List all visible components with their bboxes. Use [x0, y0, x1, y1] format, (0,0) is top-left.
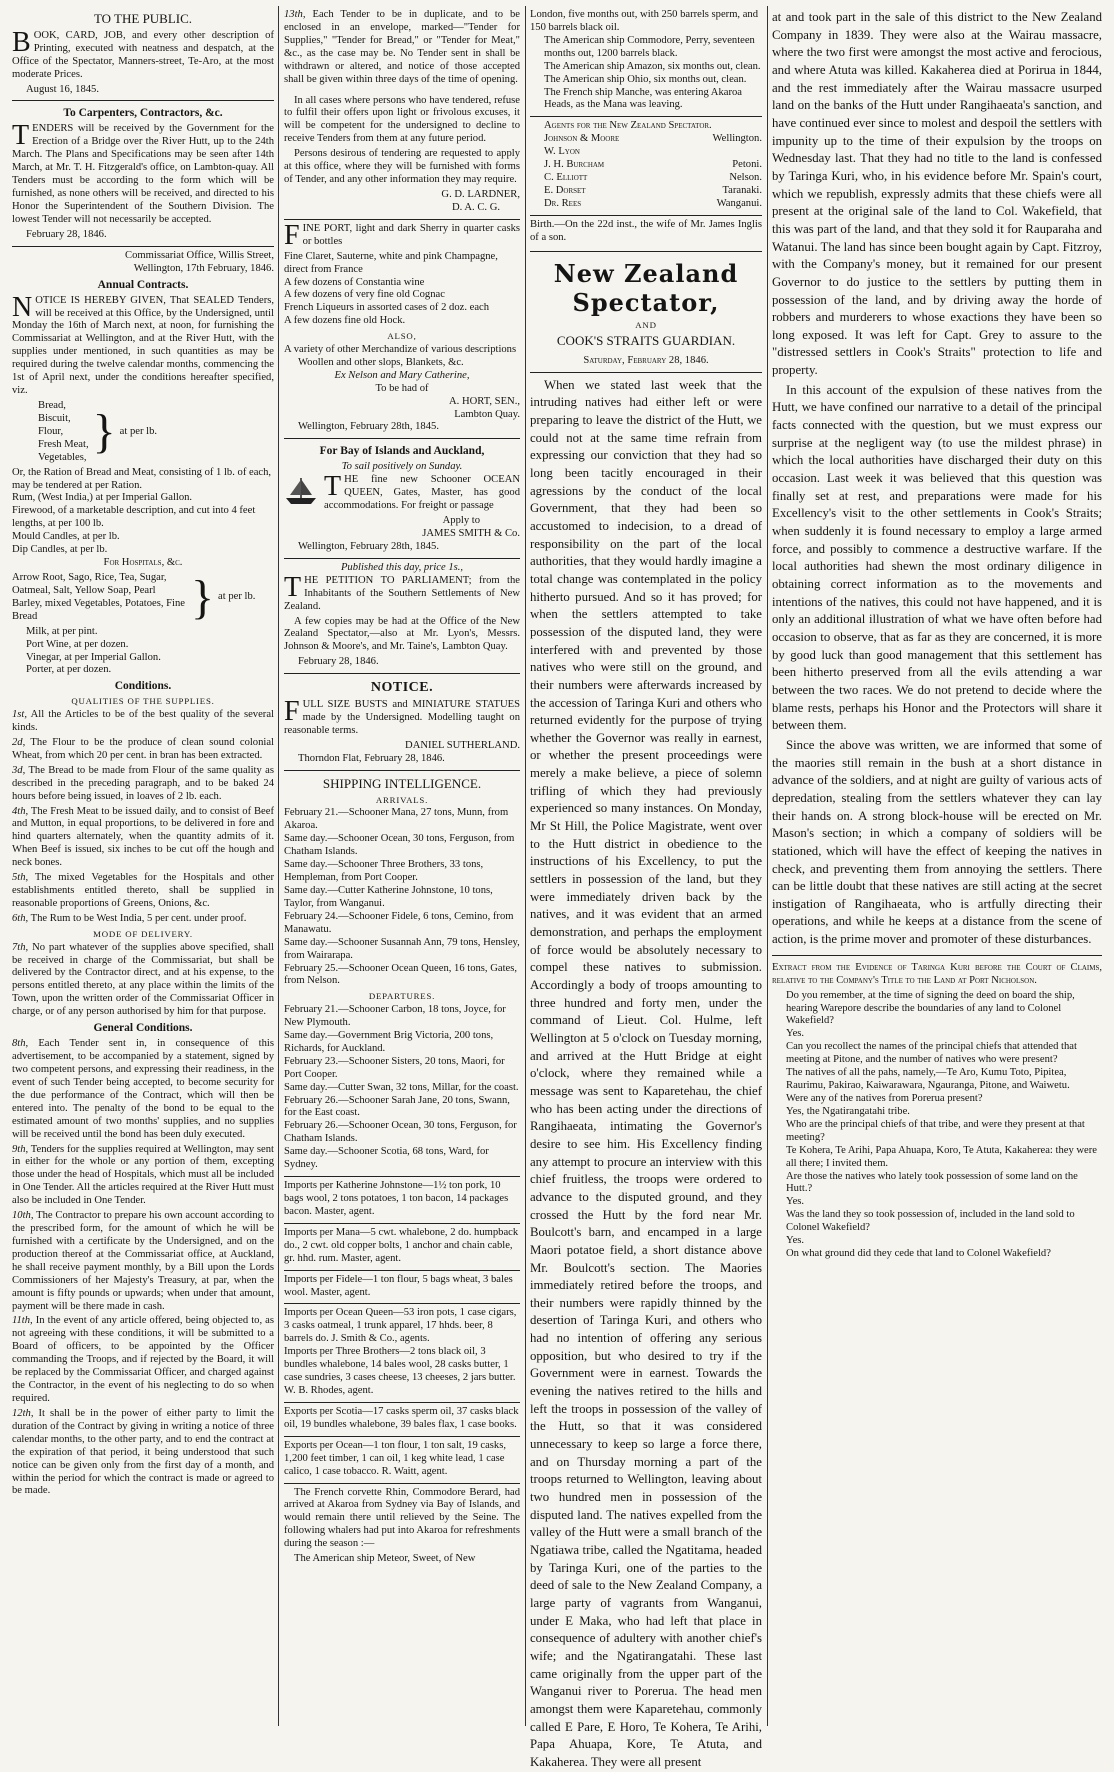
petition-text-2: A few copies may be had at the Office of the New Zealand Spectator,—also at Mr. Lyon's, Messrs. Johnson & Moore's, and Mr. Taine's, Lambton Quay. [284, 615, 520, 653]
supply-line: Mould Candles, at per lb. [12, 531, 120, 543]
dropcap: F [284, 219, 300, 251]
qa-line: Who are the principal chiefs of that tribe, and were they present at that meeting? [786, 1118, 1085, 1143]
agent-row: W. Lyon [544, 146, 580, 158]
arrival-item: February 25.—Schooner Ocean Queen, 16 tons, Gates, from Nelson. [284, 962, 518, 987]
import-item: Imports per Mana—5 cwt. whalebone, 2 do. humpback do., 2 cwt. old copper bolts, 1 anchor and chain cable, gr. hhd. rum. Master, agent. [284, 1224, 520, 1271]
wine-text: INE PORT, light and dark Sherry in quarter casks or bottles [302, 222, 520, 247]
wine-advert [284, 220, 520, 440]
commissariat-office: Commissariat Office, Willis Street, [125, 249, 274, 261]
arrival-item: Same day.—Cutter Katherine Johnstone, 10 tons, Taylor, from Wanganui. [284, 885, 493, 909]
condition-item: 11th, In the event of any article offered, being objected to, as not agreeing with these conditions, it will be submitted to a Board of officers, to be appointed by the Officer commanding the Troops, and if rejected by the Board, it will be replaced by the Commissariat Officer, and charged against the Contractor, in the event of his neglecting to do so when required. [12, 1315, 274, 1405]
ration-item: Biscuit, [38, 412, 71, 424]
rations-list [12, 400, 89, 465]
tender-signature: G. D. LARDNER, [441, 188, 520, 200]
condition-item: 1st, All the Articles to be of the best quality of the several kinds. [12, 709, 274, 734]
wine-also: ALSO, [387, 331, 417, 342]
brace: } [92, 405, 116, 459]
import-item: Imports per Fidele—1 ton flour, 5 bags wheat, 3 bales wool. Master, agent. [284, 1271, 520, 1305]
masthead [530, 252, 762, 373]
qa-line: Do you remember, at the time of signing the deed on board the ship, hearing Warepore describe the boundaries of any land to Colonel Wakefield? [786, 989, 1075, 1027]
general-heading: General Conditions. [93, 1022, 193, 1035]
agent-row: Dr. Rees Wanganui. [544, 197, 762, 209]
quality-heading: QUALITIES OF THE SUPPLIES. [71, 696, 215, 707]
qa-line: The natives of all the pahs, namely,—Te Aro, Kumu Toto, Pipitea, Raurimu, Pakirao, Kaiwarawara, Ngauranga, Pitone, and Waiwetu. [786, 1067, 1070, 1092]
shipping-intelligence [284, 771, 520, 1177]
tender-signature-title: D. A. C. G. [452, 201, 500, 213]
ration-item: Bread, [38, 400, 66, 412]
corvette-text: The French corvette Rhin, Commodore Berard, had arrived at Akaroa from Sydney via Bay of Islands, and would remain there until relieved by the Seine. The following whalers had put into Akaroa for refreshments during the season :— [284, 1486, 520, 1550]
ration-item: Fresh Meat, [38, 438, 89, 450]
qa-line: Are those the natives who lately took possession of some land on the Hutt.? [786, 1170, 1078, 1195]
meteor-text: The American ship Meteor, Sweet, of New [294, 1553, 476, 1565]
whaler-item: The American ship Ohio, six months out, clean. [544, 73, 747, 85]
departure-item: February 26.—Schooner Ocean, 30 tons, Ferguson, for Chatham Islands. [284, 1120, 517, 1145]
hospital-line: Vinegar, at per Imperial Gallon. [26, 651, 161, 663]
dropcap: N [12, 291, 33, 323]
condition-item: 3d, The Bread to be made from Flour of the same quality as described in the preceding paragraph, and to be baked 24 hours before being issued, in loaves of 2 lb. each. [12, 764, 274, 802]
wine-line: French Liqueurs in assorted cases of 2 doz. each [284, 302, 490, 314]
tender-note: In all cases where persons who have tendered, refuse to fulfil their offers upon light or frivolous excuses, it will be competent for the undersigned to decline to receive Tenders from them at any future period. [284, 94, 520, 145]
tender-note: Persons desirous of tendering are requested to apply at this office, where they will be furnished with forms of Tender, and any other information they may require. [284, 148, 520, 186]
corvette-news [284, 1484, 520, 1573]
rations-unit: at per lb. [119, 425, 158, 437]
article-paragraph: Since the above was written, we are informed that some of the maories still remain in the bush at a short distance in advance of the soldiers, and at night are guilty of various acts of depredation, stealing from the settlers whatever they can lay their hands on. A strong block-house will be erected on Mr. Mason's section; in which a company of soldiers will be stationed, which will have the effect of keeping the natives in check, and preventing them from annoying the settlers. There can be little doubt that these natives are still acting at the secret instigation of Rangihaeata, who is artfully directing their operations, and while he keeps at a distance from the scene of action, is the prime mover and promoter of these disturbances. [772, 737, 1102, 947]
whaler-item: The American ship Commodore, Perry, seventeen months out, 1200 barrels black. [544, 34, 755, 59]
whaler-item: The French ship Manche, was entering Akaroa Heads, as the Mana was leaving. [544, 86, 742, 111]
evidence-extract [772, 956, 1102, 1261]
arrival-item: Same day.—Schooner Susannah Ann, 79 tons, Hensley, from Wairarapa. [284, 936, 520, 961]
wine-had: To be had of [375, 382, 429, 394]
masthead-title: New Zealand Spectator, [553, 258, 739, 317]
qa-line: Was the land they so took possession of, included in the land sold to Colonel Wakefield? [786, 1209, 1075, 1234]
supply-line: Or, the Ration of Bread and Meat, consisting of 1 lb. of each, may be tendered at per Ration. [12, 466, 272, 491]
hospital-line: Milk, at per pint. [26, 625, 98, 637]
notice-signature: DANIEL SUTHERLAND. [405, 740, 520, 752]
export-item: Exports per Scotia—17 casks sperm oil, 37 casks black oil, 19 bundles whalebone, 39 bales flax, 1 case books. [284, 1403, 520, 1437]
dropcap: B [12, 26, 31, 58]
column-2 [284, 6, 520, 1726]
notice-text: ULL SIZE BUSTS and MINIATURE STATUES made by the Undersigned. Modelling taught on reasonable terms. [284, 699, 520, 737]
commissariat-heading: Annual Contracts. [97, 278, 189, 291]
wine-date: Wellington, February 28th, 1845. [298, 421, 439, 433]
petition-date: February 28, 1846. [298, 656, 379, 668]
condition-item: 9th, Tenders for the supplies required at Wellington, may sent in either for the whole or any portion of them, excepting those under the head of Hospitals, which must all be included in One Tender. All the articles required at the River Hutt must also be included in One Tender. [12, 1143, 274, 1207]
petition-text: HE PETITION TO PARLIAMENT; from the Inhabitants of the Southern Settlements of New Zealand. [284, 574, 520, 612]
bay-text: HE fine new Schooner OCEAN QUEEN, Gates, Master, has good accommodations. For freight or passage [324, 474, 520, 512]
article-paragraph: When we stated last week that the intruding natives had either left or were preparing to leave the district of the Hutt, we could not at the same time refrain from expressing our conviction that they had so long been tacitly encouraged in their agressions by the conduct of the local Government, that they had been so accustomed to indecision, to a dread of responsibility on the part of the local authorities, that they would hardly imagine a total change was contemplated in the policy hitherto pursued. And so it has proved; for when the settlers attempted to take possession of the disputed land, they were interfered with and prevented by those natives who were still on the ground, and their numbers were afterwards increased by the accession of Taringa Kuri and others who returned evidently for the purpose of trying whether the Governor was really in earnest, or whether the present proceedings were merely a make believe, a piece of solemn trifling of which they had previously experienced so many instances. On Monday, Mr St Hill, the Police Magistrate, went over to the Hutt district in obedience to the instructions of his Excellency, to put the settlers in possession of the land, but they were immediately driven back by the natives, and it was evident that an armed demonstration, and perhaps the employment of force would be absolutely necessary to compel these natives to submission. Accordingly a body of troops amounting to three hundred and forty men, under the command of Lieut. Col. Hulme, left Wellington at 5 o'clock on Tuesday morning, and arrived at the Hutt Bridge at eight o'clock, where they remained while a message was sent to Kaparetehau, the chief who has been acting under the directions of Rangihaeata, intimating the Governor's desire to see him. His Excellency finding any attempt to procure an interview with this chief fruitless, the troops were ordered to advance to the disputed ground, and they crossed the Hutt by the ford near Mr. Boulcott's barn, and encamped in a large Maori potatoe field, a short distance above Mr. Boulcott's section. The Maories immediately retired before the troops, and their numbers were rapidly thinned by the desertion of Taringa Kuri, and others who had no intention of offering any serious opposition, but who desired to try if the Government were in earnest. Towards the evening the natives retired to the hills and left the troops in possession of the valley of the Hutt, so that it was considered unnecessary to keep so large a force there, and on Thursday morning a part of the troops returned to Wellington, leaving about two hundred men in possession of the disputed land. The natives expelled from the valley of the Hutt were a small branch of the Ngatiawa tribe, called the Ngatitama, headed by Taringa Kuri, one of the parties to the deed of sale to the New Zealand Company, a large party of vagrants from Wanganui, under E Maka, who had left that place in consequence of adultery with another chief's wife; and the Ngatirangatahi. These last came originally from the upper part of the Wanganui river to Porerua. The head men amongst them were Kaparetehau, commonly called E Pare, E Horo, Te Kohera, Te Arihi, Papa Ahuapa, Kore, Te Atuta, and Kakaherea. They were all present [530, 377, 762, 1769]
qa-line: Te Kohera, Te Arihi, Papa Ahuapa, Koro, Te Atuta, Kakaherea: they were all there; I invited them. [786, 1144, 1097, 1169]
leader-article-continued [772, 6, 1102, 956]
supply-line: Rum, (West India,) at per Imperial Gallon. [12, 492, 193, 504]
qa-line: Yes. [786, 1235, 805, 1247]
arrivals-label: ARRIVALS. [375, 794, 429, 805]
masthead-subtitle: COOK'S STRAITS GUARDIAN. [556, 332, 736, 348]
qa-line: On what ground did they cede that land to Colonel Wakefield? [786, 1248, 1051, 1260]
delivery-heading: MODE OF DELIVERY. [93, 928, 193, 939]
departure-item: February 23.—Schooner Sisters, 20 tons, Maori, for Port Cooper. [284, 1055, 505, 1080]
departure-item: Same day.—Cutter Swan, 32 tons, Millar, for the coast. [284, 1081, 519, 1093]
export-item: Exports per Ocean—1 ton flour, 1 ton salt, 19 casks, 1,200 feet timber, 1 can oil, 1 keg white lead, 1 case calico, 1 case tobacco. R. Waitt, agent. [284, 1437, 520, 1484]
carpenters-date: February 28, 1846. [26, 228, 107, 240]
bay-signature: JAMES SMITH & Co. [422, 528, 520, 539]
condition-item: 6th, The Rum to be West India, 5 per cent. under proof. [12, 912, 247, 924]
birth-text: Birth.—On the 22d inst., the wife of Mr. James Inglis of a son. [530, 218, 762, 243]
extract-heading: Extract from the Evidence of Taringa Kuri before the Court of Claims, relative to the Company's Title to the Land at Port Nicholson. [772, 961, 1102, 986]
condition-item: 12th, It shall be in the power of either party to limit the duration of the Contract by giving in writing a notice of three calendar months, to the other party, and to end the contract at the expiration of that period, it being understood that such notice can be given only from the first day of a month, and within the period for which the contract is made or agreed to be made. [12, 1407, 274, 1497]
condition-item: 10th, The Contractor to prepare his own account according to the prescribed form, for the amount of which he will be furnished with a certificate by the Undersigned, and on the production thereof at the Commissariat office, at Auckland, he shall receive payment monthly, by a Bill upon the Lords Commissioners of her Majesty's Treasury, at par, when the amount is fifty pounds or upwards; when under that amount, payment will be there made in cash. [12, 1210, 274, 1312]
leader-article [530, 373, 762, 1772]
arrival-item: February 24.—Schooner Fidele, 6 tons, Cemino, from Manawatu. [284, 910, 514, 935]
arrival-item: Same day.—Schooner Three Brothers, 33 tons, Hempleman, from Port Cooper. [284, 859, 484, 884]
agents-heading: Agents for the New Zealand Spectator. [544, 120, 712, 132]
bay-sub: To sail positively on Sunday. [341, 461, 463, 473]
qa-line: Can you recollect the names of the principal chiefs that attended that meeting at Pitone, and the number of natives who were present? [786, 1041, 1077, 1066]
dropcap: T [12, 120, 30, 152]
commissariat-office-date: Wellington, 17th February, 1846. [133, 262, 274, 274]
column-3 [530, 6, 762, 1769]
departure-item: February 26.—Schooner Sarah Jane, 20 tons, Swann, for the East coast. [284, 1094, 510, 1119]
supply-line: Firewood, of a marketable description, and cut into 4 feet lengths, at per 100 lb. [12, 505, 256, 530]
shipping-heading: SHIPPING INTELLIGENCE. [322, 775, 482, 791]
wine-line: Fine Claret, Sauterne, white and pink Champagne, direct from France [284, 250, 498, 275]
bay-heading: For Bay of Islands and Auckland, [319, 445, 485, 458]
qa-line: Were any of the natives from Porerua present? [786, 1093, 983, 1104]
rations-group [12, 400, 274, 465]
wine-signature-address: Lambton Quay. [454, 408, 520, 420]
qa-line: Yes. [786, 1196, 805, 1208]
column-rule [767, 6, 768, 1726]
departures-label: DEPARTURES. [368, 991, 436, 1002]
ration-item: Flour, [38, 425, 64, 437]
condition-item: 2d, The Flour to be the produce of clean sound colonial Wheat, from which 20 per cent. in bran has been extracted. [12, 736, 274, 761]
carpenters-text: ENDERS will be received by the Government for the Erection of a Bridge over the River Hutt, up to the 24th March. The Plans and Specifications may be seen after 14th March, at Mr. T. H. Fitzgerald's office, on Lambton-quay. All Tenders must be according to the form which will be furnished, as none others will be received, and directed to his Honor the Superintendent of the Southern Division. The lowest Tender will not necessarily be accepted. [12, 123, 274, 225]
departure-item: February 21.—Schooner Carbon, 18 tons, Joyce, for New Plymouth. [284, 1004, 506, 1029]
import-item: Imports per Katherine Johnstone—1½ ton pork, 10 bags wool, 2 tons potatoes, 1 ton bacon, 14 packages bacon. Master, agent. [284, 1177, 520, 1224]
wine-line: A few dozens of Constantia wine [284, 276, 425, 288]
column-1 [12, 6, 274, 1726]
bay-advert [284, 439, 520, 558]
condition-item: 4th, The Fresh Meat to be issued daily, and to consist of Beef and Mutton, in equal proportions, to be delivered in fore and hind quarters alternately, when the quantity admits of it. When Beef is issued, six inches to be cut off the hough and neck bones. [12, 805, 274, 869]
qa-line: Yes, the Ngatirangatahi tribe. [786, 1105, 910, 1117]
public-heading: TO THE PUBLIC. [93, 11, 193, 26]
ration-item: Vegetables, [38, 451, 87, 463]
brace: } [191, 570, 215, 624]
departure-item: Same day.—Schooner Scotia, 68 tons, Ward, for Sydney. [284, 1146, 489, 1171]
arrival-item: Same day.—Schooner Ocean, 30 tons, Ferguson, from Chatham Islands. [284, 833, 515, 858]
dropcap: F [284, 696, 300, 728]
wine-variety: A variety of other Merchandize of various descriptions [284, 343, 517, 355]
newspaper-page [12, 6, 1102, 1769]
wine-ex: Ex Nelson and Mary Catherine, [334, 369, 470, 381]
dropcap: T [324, 471, 342, 503]
agent-row: C. Elliott Nelson. [544, 172, 762, 184]
petition-heading: Published this day, price 1s., [340, 561, 464, 573]
departure-item: Same day.—Government Brig Victoria, 200 tons, Richards, for Auckland. [284, 1029, 494, 1054]
wine-line: A few dozens of very fine old Cognac [284, 289, 445, 301]
public-notice [12, 6, 274, 101]
whaler-item: The American ship Amazon, six months out, clean. [544, 60, 761, 72]
petition-advert [284, 559, 520, 674]
hospital-line: Porter, at per dozen. [26, 664, 112, 676]
notice-heading: NOTICE. [370, 680, 434, 696]
bay-date: Wellington, February 28th, 1845. [298, 540, 439, 552]
commissariat-text: OTICE IS HEREBY GIVEN, That SEALED Tenders, will be received at this Office, by the Undersigned, until Monday the 16th of March next, at noon, for furnishing the Commissariat at Wellington, and at the River Hutt, with the supplies under mentioned, in such quantities as may be required during the twelve calendar months, commencing the 1st of April next, under the conditions hereafter specified, viz. [12, 294, 274, 397]
ship-icon [284, 476, 318, 506]
agents-box [530, 117, 762, 215]
hospital-unit: at per lb. [218, 591, 256, 603]
public-date: August 16, 1845. [26, 83, 99, 95]
import-item: Imports per Ocean Queen—53 iron pots, 1 case cigars, 3 casks oatmeal, 1 trunk apparel, 17 hhds. beer, 8 barrels do. J. Smith & Co., agents. Imports per Three Brothers—2 tons black oil, 3 bundles whalebone, 14 bales wool, 28 casks butter, 1 case sundries, 3 cases cheese, 13 cheeses, 2 jars butter. W. B. Rhodes, agent. [284, 1304, 520, 1402]
busts-notice [284, 674, 520, 771]
whaler-item: London, five months out, with 250 barrels sperm, and 150 barrels black oil. [530, 9, 759, 33]
arrival-item: February 21.—Schooner Mana, 27 tons, Munn, from Akaroa. [284, 807, 509, 832]
condition-item: 13th, Each Tender to be in duplicate, and to be enclosed in an envelope, marked—"Tender for Supplies," "Tender for Bread," or "Tender for Meat," &c., as the case may be. No Tender sent in shall be withdrawn or altered, and notice of those accepted shall be given within three days of the time of opening. [284, 9, 520, 85]
bay-apply: Apply to [442, 515, 480, 527]
notice-date: Thorndon Flat, February 28, 1846. [298, 752, 445, 764]
column-4 [772, 6, 1102, 1726]
masthead-and: AND [635, 320, 657, 331]
wine-woollen: Woollen and other slops, Blankets, &c. [298, 356, 464, 368]
qa-line: Yes. [786, 1028, 805, 1040]
article-paragraph: at and took part in the sale of this district to the New Zealand Company in 1839. They were also at the Wairau massacre, where the two first were amongst the most active and ferocious, and where Atuta was killed. Kakaherea died at Porirua in 1844, and the rest immediately after the Wairau massacre usurped land on the banks of the Hutt under Rangihaeata's sanction, and have continued ever since to molest and despoil the settlers with impunity up to the time of their expulsion by the troops on Wednesday last. That they had no title to the land is confessed by Taringa Kuri, who, in his evidence before Mr. Spain's court, which we republish, expressly admits that these chiefs were all present at the original sale of the land to Col. Wakefield, that this was part of the land, and that they sold it for Rauparaha and Watanui. The land has since been bought again by Capt. Fitzroy, with the Company's money, but it remained for our present Governor to do justice to the settlers by putting them in possession of the land, and by driving away the horde of robbers and murderers to whose exactions they have been so long exposed. It was left for Capt. Grey to assure to the "distressed settlers in Cook's Straits" protection to life and property. [772, 10, 1102, 378]
dropcap: T [284, 571, 302, 603]
supply-line: Dip Candles, at per lb. [12, 544, 108, 556]
commissariat-notice [12, 247, 274, 1505]
masthead-dateline: Saturday, February 28, 1846. [583, 354, 709, 366]
agent-row: Johnson & Moore Wellington. [544, 133, 762, 145]
wine-line: A few dozens fine old Hock. [284, 315, 406, 327]
hospital-group [12, 572, 274, 624]
column-rule [525, 6, 526, 1726]
hospital-items: Arrow Root, Sago, Rice, Tea, Sugar, Oatmeal, Salt, Yellow Soap, Pearl Barley, mixed Vegetables, Potatoes, Fine Bread [12, 572, 185, 622]
wine-signature: A. HORT, SEN., [449, 395, 520, 407]
condition-item: 8th, Each Tender sent in, in consequence of this advertisement, to be accompanied by a statement, signed by two competent persons, and expressing their readiness, in the event of such Tender being accepted, to become security for the due performance of the Contract, which will then be entered into. The penalty of the bond to be equal to the estimated amount of two months' supplies, and no supplies will be received until the bond has been duly executed. [12, 1038, 274, 1140]
hospitals-label: For Hospitals, &c. [103, 557, 183, 569]
condition-item: 7th, No part whatever of the supplies above specified, shall be received in charge of the Commissariat, but shall be delivered by the Contractor direct, and at his expense, to the persons entitled thereto, at any place within the limits of the Town, upon the written order of the Commissariat Officer in charge, or of any person authorised by him for that purpose. [12, 941, 275, 1018]
article-paragraph: In this account of the expulsion of these natives from the Hutt, we have confined our narrative to a detail of the principal facts connected with the question, but we must express our surprise at the negligent way (to use the mildest phrase) in which the local authorities have discharged their duty on this occasion. Last week it was believed that this question was finally set at rest, and preparations were made for his Excellency's visit to the other settlements in Cook's Straits; when suddenly it is found necessary to employ a large armed force, and possibly to commence a destructive warfare. If the local authorities had shewn the most ordinary diligence in obtaining correct information as to the movements and intentions of the natives, this could not have happened, and it is only an additional illustration of what we have often before had occasion to observe, that as far as they are concerned, it is more by good luck than good management that this settlement has been hitherto preserved from all the evils attending a war between the two races. We do not pretend to decide where the blame rests, perhaps his Honor and the Protectors will share it between them. [772, 382, 1102, 733]
condition-item: 5th, The mixed Vegetables for the Hospitals and other establishments entitled thereto, shall be supplied in reasonable proportions of Greens, Onions, &c. [12, 872, 274, 910]
carpenters-heading: To Carpenters, Contractors, &c. [63, 107, 223, 120]
tender-continued [284, 6, 520, 220]
public-text: OOK, CARD, JOB, and every other description of Printing, executed with neatness and despatch, at the Office of the Spectator, Manners-street, Te-Aro, at the most moderate Prices. [12, 29, 274, 80]
conditions-heading: Conditions. [114, 680, 172, 693]
birth-notice [530, 216, 762, 252]
column-rule [278, 6, 279, 1726]
hospital-line: Port Wine, at per dozen. [26, 638, 129, 650]
agent-row: E. Dorset Taranaki. [544, 184, 762, 196]
agent-row: J. H. Burcham Petoni. [544, 159, 762, 171]
whalers-list [530, 6, 762, 117]
carpenters-notice [12, 101, 274, 246]
